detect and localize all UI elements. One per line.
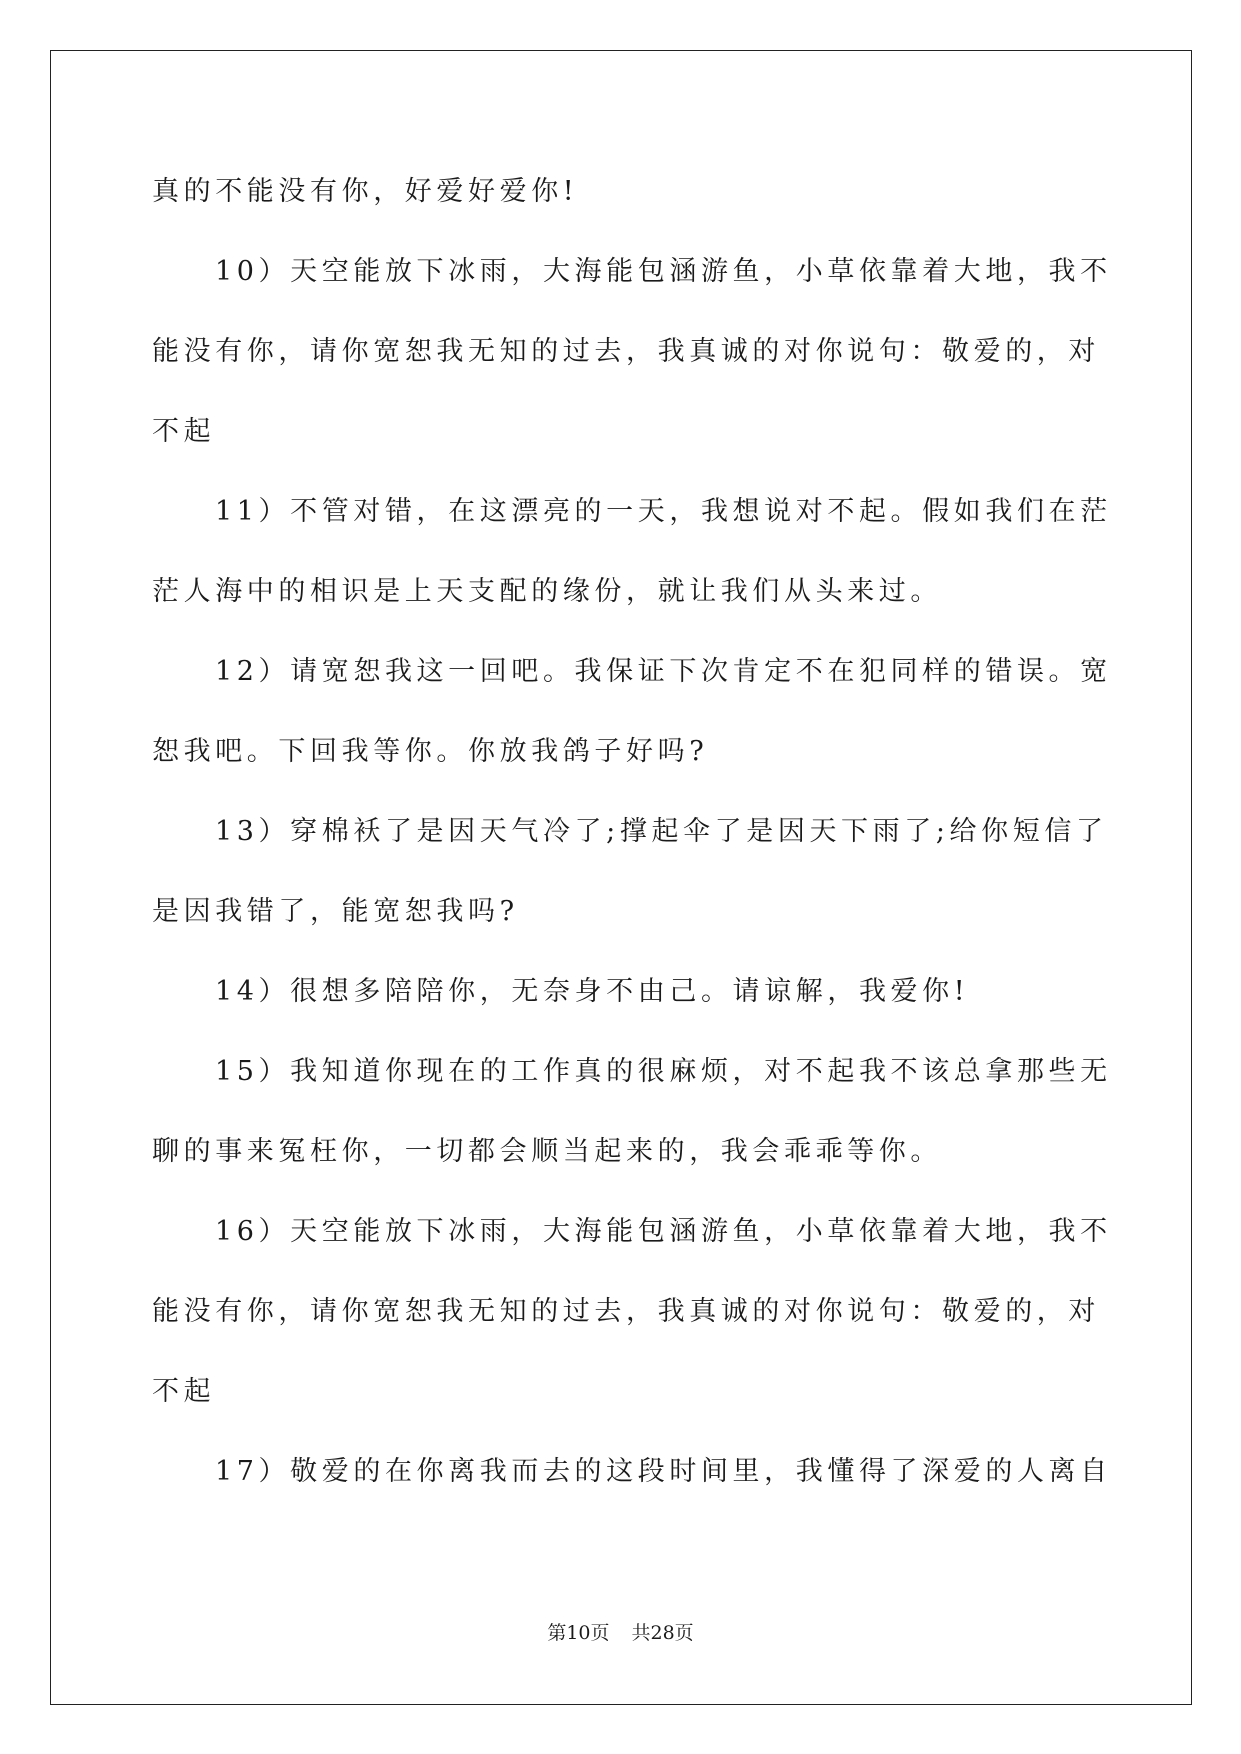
text-line: 10）天空能放下冰雨，大海能包涵游鱼，小草依靠着大地，我不 (215, 256, 1112, 287)
text-line: 13）穿棉袄了是因天气冷了;撑起伞了是因天下雨了;给你短信了 (215, 816, 1108, 847)
text-line: 15）我知道你现在的工作真的很麻烦，对不起我不该总拿那些无 (215, 1056, 1112, 1087)
text-line: 聊的事来冤枉你，一切都会顺当起来的，我会乖乖等你。 (152, 1136, 942, 1167)
page-total: 共28页 (631, 1622, 694, 1644)
text-line: 是因我错了，能宽恕我吗? (152, 896, 519, 927)
text-line: 14）很想多陪陪你，无奈身不由己。请谅解，我爱你! (215, 976, 970, 1007)
text-line: 恕我吧。下回我等你。你放我鸽子好吗? (152, 736, 709, 767)
page-footer (0, 1621, 1241, 1645)
text-line: 不起 (152, 416, 216, 447)
text-line: 16）天空能放下冰雨，大海能包涵游鱼，小草依靠着大地，我不 (215, 1216, 1112, 1247)
page-number: 第10页 (547, 1622, 610, 1644)
text-line: 11）不管对错，在这漂亮的一天，我想说对不起。假如我们在茫 (215, 496, 1112, 527)
text-line: 能没有你，请你宽恕我无知的过去，我真诚的对你说句：敬爱的，对 (152, 1296, 1100, 1327)
text-line: 12）请宽恕我这一回吧。我保证下次肯定不在犯同样的错误。宽 (215, 656, 1112, 687)
text-line: 茫人海中的相识是上天支配的缘份，就让我们从头来过。 (152, 576, 942, 607)
text-line: 真的不能没有你，好爱好爱你! (152, 176, 579, 207)
text-line: 不起 (152, 1376, 216, 1407)
text-line: 17）敬爱的在你离我而去的这段时间里，我懂得了深爱的人离自 (215, 1456, 1112, 1487)
text-line: 能没有你，请你宽恕我无知的过去，我真诚的对你说句：敬爱的，对 (152, 336, 1100, 367)
